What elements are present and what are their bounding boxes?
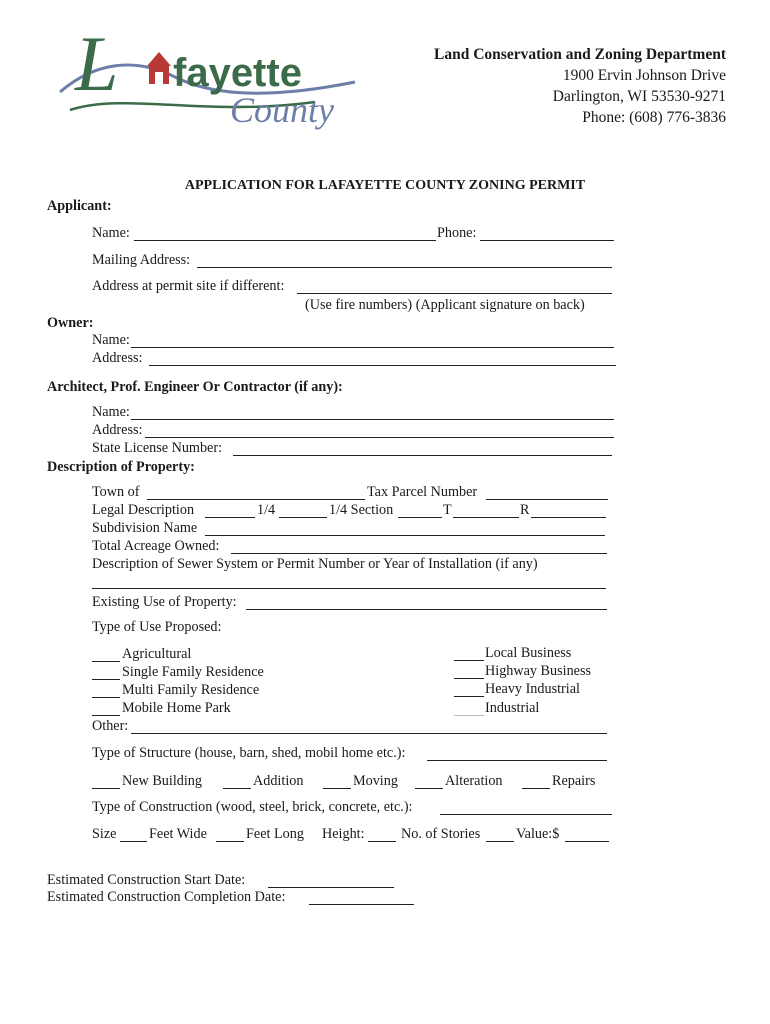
tax-parcel-field[interactable] xyxy=(486,499,608,500)
use-local-business: Local Business xyxy=(485,645,572,661)
start-date-field[interactable] xyxy=(268,887,394,888)
logo-word-county: County xyxy=(230,90,334,130)
acreage-field[interactable] xyxy=(231,553,607,554)
subdivision-field[interactable] xyxy=(205,535,605,536)
department-header xyxy=(434,44,726,128)
mailing-address-label: Mailing Address: xyxy=(92,252,191,268)
construction-type-field[interactable] xyxy=(440,814,612,815)
work-addition: Addition xyxy=(253,773,304,789)
town-field[interactable] xyxy=(147,499,365,500)
range-label: R xyxy=(520,502,530,518)
township-label: T xyxy=(443,502,452,518)
structure-type-label: Type of Structure (house, barn, shed, mobil home etc.): xyxy=(92,745,406,761)
use-blank-industrial[interactable] xyxy=(454,715,484,716)
legal-description-label: Legal Description xyxy=(92,502,195,518)
use-blank-heavy-industrial[interactable] xyxy=(454,696,484,697)
owner-address-field[interactable] xyxy=(149,365,616,366)
subdivision-label: Subdivision Name xyxy=(92,520,198,536)
department-phone: Phone: (608) 776-3836 xyxy=(582,109,726,126)
work-blank-new-building[interactable] xyxy=(92,788,120,789)
license-number-field[interactable] xyxy=(233,455,612,456)
applicant-name-label: Name: xyxy=(92,225,130,241)
owner-name-field[interactable] xyxy=(131,347,614,348)
acreage-label: Total Acreage Owned: xyxy=(92,538,220,554)
existing-use-field[interactable] xyxy=(246,609,607,610)
section-field[interactable] xyxy=(398,517,442,518)
height-label: Height: xyxy=(322,826,365,842)
completion-date-label: Estimated Construction Completion Date: xyxy=(47,889,286,905)
work-alteration: Alteration xyxy=(445,773,503,789)
work-repairs: Repairs xyxy=(552,773,596,789)
sewer-field[interactable] xyxy=(92,588,606,589)
stories-field[interactable] xyxy=(486,841,514,842)
applicant-heading: Applicant: xyxy=(47,198,112,214)
use-blank-highway-business[interactable] xyxy=(454,678,484,679)
feet-wide-field[interactable] xyxy=(120,841,147,842)
stories-label: No. of Stories xyxy=(401,826,481,842)
owner-heading: Owner: xyxy=(47,315,94,331)
owner-name-label: Name: xyxy=(92,332,130,348)
logo-word-fayette: fayette xyxy=(173,51,302,95)
use-highway-business: Highway Business xyxy=(485,663,592,679)
architect-name-field[interactable] xyxy=(131,419,614,420)
architect-address-label: Address: xyxy=(92,422,143,438)
use-blank-multi-family[interactable] xyxy=(92,697,120,698)
quarter-section-field[interactable] xyxy=(279,517,327,518)
use-multi-family: Multi Family Residence xyxy=(122,682,260,698)
permit-site-label: Address at permit site if different: xyxy=(92,278,285,294)
work-blank-repairs[interactable] xyxy=(522,788,550,789)
use-mobile-home: Mobile Home Park xyxy=(122,700,231,716)
tax-parcel-label: Tax Parcel Number xyxy=(367,484,478,500)
lafayette-county-logo xyxy=(55,22,365,137)
use-blank-single-family[interactable] xyxy=(92,679,120,680)
range-field[interactable] xyxy=(531,517,606,518)
logo-letter-l: L xyxy=(75,22,119,107)
permit-site-note: (Use fire numbers) (Applicant signature on back) xyxy=(305,297,585,313)
use-blank-agricultural[interactable] xyxy=(92,661,120,662)
structure-type-field[interactable] xyxy=(427,760,607,761)
work-moving: Moving xyxy=(353,773,398,789)
completion-date-field[interactable] xyxy=(309,904,414,905)
barn-icon xyxy=(147,52,171,84)
township-field[interactable] xyxy=(453,517,519,518)
quarter-field[interactable] xyxy=(205,517,255,518)
type-of-use-label: Type of Use Proposed: xyxy=(92,619,222,635)
work-blank-moving[interactable] xyxy=(323,788,351,789)
use-industrial: Industrial xyxy=(485,700,540,716)
work-blank-addition[interactable] xyxy=(223,788,251,789)
other-use-field[interactable] xyxy=(131,733,607,734)
department-name: Land Conservation and Zoning Department xyxy=(434,46,726,63)
value-label: Value:$ xyxy=(516,826,560,842)
use-blank-mobile-home[interactable] xyxy=(92,715,120,716)
feet-wide-label: Feet Wide xyxy=(149,826,207,842)
feet-long-field[interactable] xyxy=(216,841,244,842)
use-heavy-industrial: Heavy Industrial xyxy=(485,681,580,697)
license-number-label: State License Number: xyxy=(92,440,223,456)
town-label: Town of xyxy=(92,484,140,500)
applicant-phone-field[interactable] xyxy=(480,240,614,241)
form-title: APPLICATION FOR LAFAYETTE COUNTY ZONING PERMIT xyxy=(184,178,586,193)
mailing-address-field[interactable] xyxy=(197,267,612,268)
applicant-phone-label: Phone: xyxy=(437,225,477,241)
architect-address-field[interactable] xyxy=(145,437,614,438)
work-new-building: New Building xyxy=(122,773,202,789)
quarter-section-label: 1/4 Section xyxy=(329,502,394,518)
use-single-family: Single Family Residence xyxy=(122,664,264,680)
size-label: Size xyxy=(92,826,117,842)
height-field[interactable] xyxy=(368,841,396,842)
applicant-name-field[interactable] xyxy=(134,240,436,241)
feet-long-label: Feet Long xyxy=(246,826,304,842)
architect-heading: Architect, Prof. Engineer Or Contractor (if any): xyxy=(47,379,343,395)
use-blank-local-business[interactable] xyxy=(454,660,484,661)
owner-address-label: Address: xyxy=(92,350,143,366)
existing-use-label: Existing Use of Property: xyxy=(92,594,237,610)
sewer-label: Description of Sewer System or Permit Number or Year of Installation (if any) xyxy=(92,556,538,572)
department-city: Darlington, WI 53530-9271 xyxy=(552,88,726,105)
other-use-label: Other: xyxy=(92,718,129,734)
property-heading: Description of Property: xyxy=(47,459,195,475)
quarter-label: 1/4 xyxy=(257,502,276,518)
use-agricultural: Agricultural xyxy=(122,646,192,662)
department-street: 1900 Ervin Johnson Drive xyxy=(562,67,726,84)
value-field[interactable] xyxy=(565,841,609,842)
start-date-label: Estimated Construction Start Date: xyxy=(47,872,246,888)
construction-type-label: Type of Construction (wood, steel, brick, concrete, etc.): xyxy=(92,799,413,815)
architect-name-label: Name: xyxy=(92,404,130,420)
work-blank-alteration[interactable] xyxy=(415,788,443,789)
permit-site-field[interactable] xyxy=(297,293,612,294)
